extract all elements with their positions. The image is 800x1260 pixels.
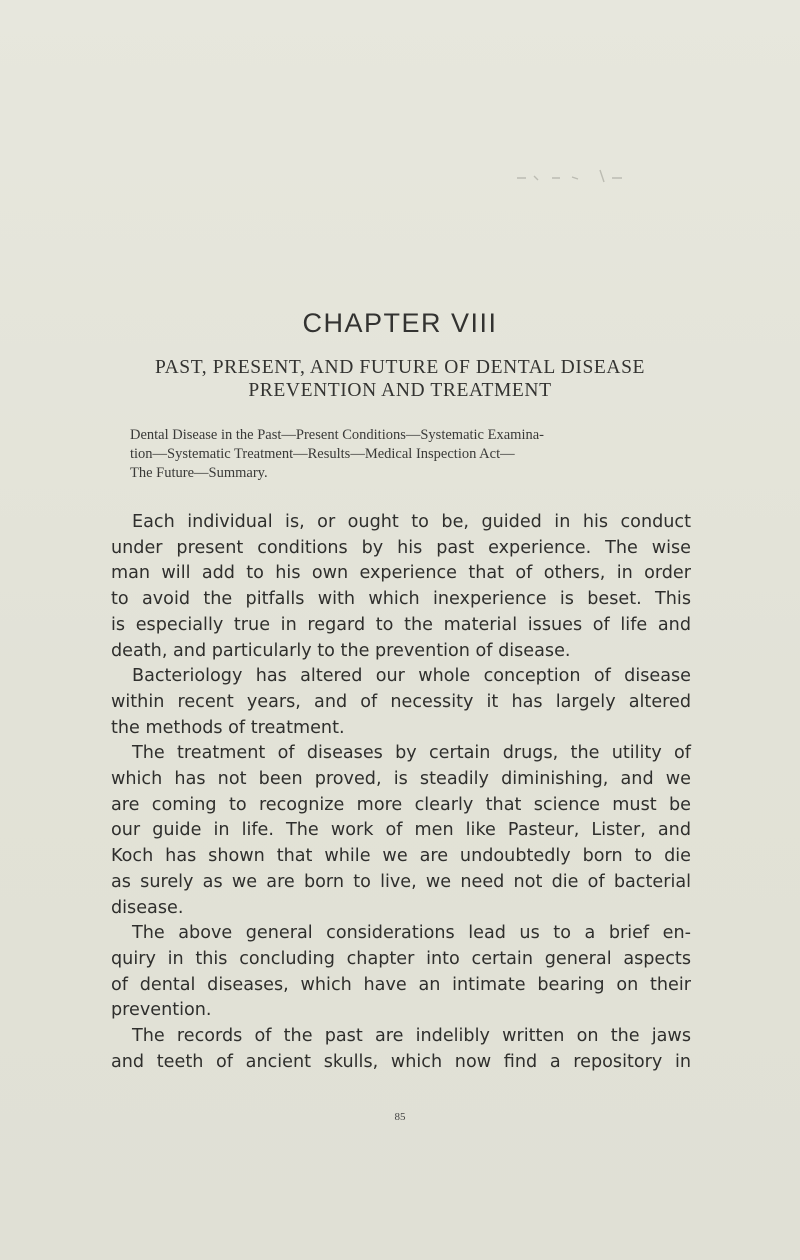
show-through-marks [512, 158, 632, 188]
body-line: which has not been proved, is steadily diminishing, and we [111, 769, 691, 790]
body-line: are coming to recognize more clearly that science must be [111, 794, 691, 815]
chapter-title-line: PAST, PRESENT, AND FUTURE OF DENTAL DISEASE [154, 357, 646, 378]
body-line: under present conditions by his past experience. The wise [111, 537, 691, 558]
body-line: The treatment of diseases by certain drugs, the utility of [132, 743, 691, 764]
body-line: is especially true in regard to the material issues of life and [111, 614, 691, 635]
body-line: disease. [111, 897, 184, 918]
body-line: as surely as we are born to live, we need not die of bacterial [111, 871, 691, 892]
page-number: 85 [394, 1111, 406, 1123]
body-line: to avoid the pitfalls with which inexperience is beset. This [111, 589, 691, 610]
body-line: quiry in this concluding chapter into certain general aspects [111, 948, 691, 969]
body-text [111, 510, 691, 1075]
body-line: man will add to his own experience that of others, in order [111, 563, 691, 584]
body-line: The above general considerations lead us to a brief en- [132, 923, 691, 944]
synopsis-line: Dental Disease in the Past—Present Conditions—Systematic Examina- [130, 427, 544, 443]
chapter-heading: CHAPTER VIII [302, 308, 498, 338]
body-line: and teeth of ancient skulls, which now find a repository in [111, 1051, 691, 1072]
body-line: prevention. [111, 1000, 212, 1021]
chapter-synopsis [130, 426, 690, 483]
body-line: of dental diseases, which have an intimate bearing on their [111, 974, 691, 995]
body-line: our guide in life. The work of men like Pasteur, Lister, and [111, 820, 691, 841]
body-line: The records of the past are indelibly written on the jaws [132, 1026, 691, 1047]
synopsis-line: The Future—Summary. [130, 465, 268, 481]
synopsis-line: tion—Systematic Treatment—Results—Medical Inspection Act— [130, 446, 515, 462]
body-line: Bacteriology has altered our whole conception of disease [132, 666, 691, 687]
chapter-title [100, 356, 700, 402]
body-line: death, and particularly to the prevention of disease. [111, 640, 571, 661]
body-line: Each individual is, or ought to be, guided in his conduct [132, 512, 691, 532]
body-line: within recent years, and of necessity it has largely altered [111, 691, 691, 712]
body-line: the methods of treatment. [111, 717, 345, 738]
body-line: Koch has shown that while we are undoubtedly born to die [111, 846, 691, 867]
chapter-title-line: PREVENTION AND TREATMENT [248, 380, 552, 401]
